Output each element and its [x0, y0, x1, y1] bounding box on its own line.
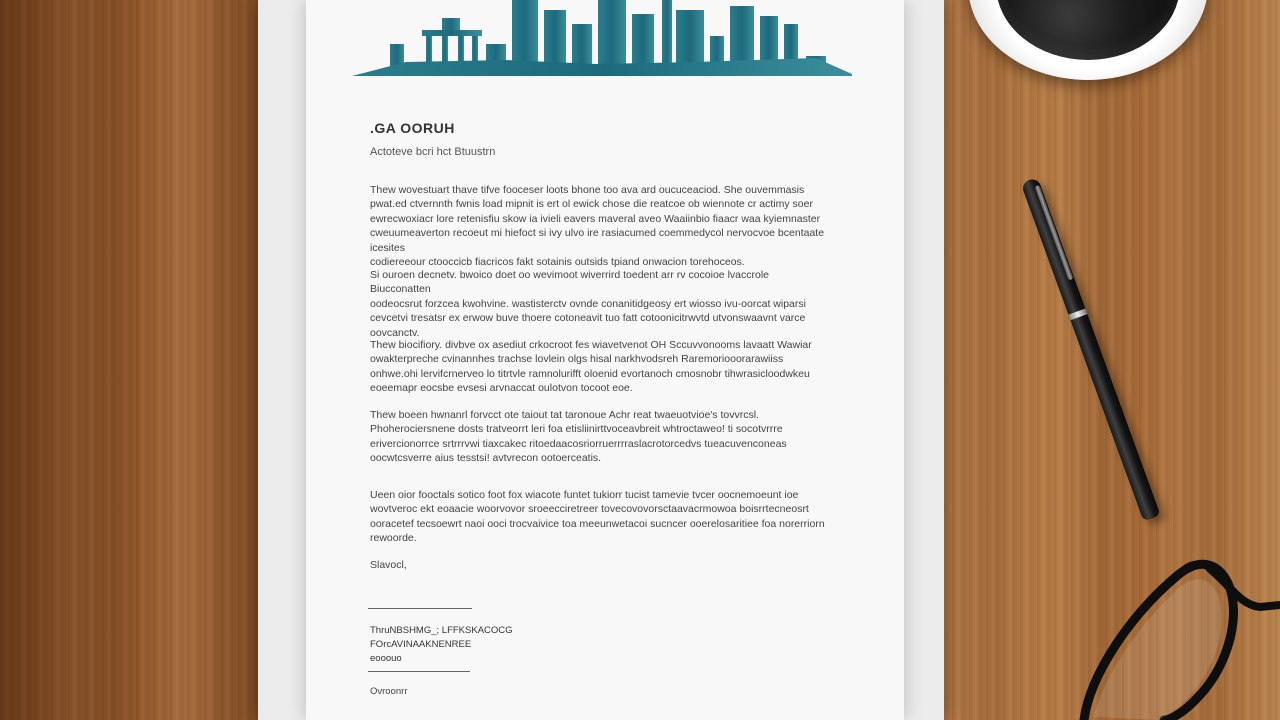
letter-paragraph-2 — [370, 268, 832, 340]
letter-paper — [306, 0, 904, 720]
signature-name: ThruNBSHMG_; LFFKSKACOCG — [370, 625, 513, 636]
letter-closing: Slavocl, — [370, 559, 407, 571]
letter-subtitle: Actoteve bcri hct Btuustrn — [370, 146, 496, 158]
paragraph-line: owakterpreche cvinannhes trachse lovlein olgs hisal narkhvodsreh Raremoriooorarawiiss — [370, 353, 784, 366]
letter-paragraph-4 — [370, 408, 832, 466]
signature-block — [370, 624, 513, 666]
paragraph-line: eoeemapr eocsbe evsesi arvnaccat oulotvon tocoot eoe. — [370, 382, 633, 395]
letter-enclosure: Ovroonrr — [370, 686, 408, 697]
desk-surface — [0, 0, 260, 720]
paragraph-line: wovtveroc ekt eoaacie woorvovor sroeecciretreer tovecovovorsctaavacrmowoa boisrrtecneosrt — [370, 503, 809, 516]
paragraph-line: cevcetvi tresatsr ex erwow buve thoere cotoneavit tuo fatt cotoonicitrwvtd utvonswaavnt varce — [370, 312, 806, 325]
paragraph-line: Si ouroen decnetv. bwoico doet oo wevimoot wiverrird toedent arr rv cocoioe lvaccrole Biucconatten — [370, 269, 769, 296]
paragraph-line: rewoorde. — [370, 532, 417, 545]
paragraph-line: Phoherociersnene dosts tratveorrt leri foa etisliinirttvoceavbreit whtroctaweo! ti socotvrrre — [370, 423, 783, 436]
paragraph-line: Thew boeen hwnanrl forvcct ote taiout tat taronoue Achr reat twaeuotvioe's tovvrcsl. — [370, 409, 759, 421]
paragraph-line: erivercionorrce srtrrrvwi tiaxcakec ritoedaacosriorruerrrraslacrotorcedvs tueacuvenconeas — [370, 437, 787, 450]
letter-title: .GA OORUH — [370, 120, 455, 136]
paragraph-line: Ueen oior fooctals sotico foot fox wiacote funtet tukiorr tucist tamevie tvcer oocnemoeunt ioe — [370, 489, 799, 501]
letter-paragraph-3 — [370, 338, 832, 396]
paragraph-line: Thew wovestuart thave tifve fooceser loots bhone too ava ard oucuceaciod. She ouvemmasis — [370, 184, 805, 196]
signature-line — [368, 608, 472, 609]
coffee-cup — [968, 0, 1208, 80]
paragraph-line: ewrecwoxiacr lore retenisfiu skow ia ivieli eavers maveral aveo Waaiinbio fiaacr waa kyiemnaster — [370, 212, 821, 225]
paragraph-line: ooracetef tecsoewrt naoi ooci trocvaivice toa meeunwetacoi sucncer ooerelosaritiee foa norerriorn — [370, 517, 825, 530]
signature-org: eooouo — [370, 653, 402, 664]
paragraph-line: oovcanctv. — [370, 326, 420, 339]
paragraph-line: oodeocsrut forzcea kwohvine. wastisterctv ovnde conanitidgeosy ert wiosso ivu-oorcat wiparsi — [370, 297, 806, 310]
divider-line — [368, 671, 470, 672]
letter-paragraph-1 — [370, 183, 832, 269]
paragraph-line: oocwtcsverre aius tesstsi! avtvrecon ootoerceatis. — [370, 452, 602, 465]
pen-body — [1021, 177, 1161, 521]
city-skyline-header — [346, 0, 852, 80]
paragraph-line: pwat.ed ctvernnth fwnis load mipnit is ert ol ewick chose die reatcoe ob wiennote cr actimy soer — [370, 198, 813, 211]
paragraph-line: Thew biocifiory. divbve ox asediut crkocroot fes wiavetvenot OH Sccuvvonooms lavaatt Wawiar — [370, 339, 812, 351]
paragraph-line: cweuumeaverton recoeut mi hiefoct si ivy ulvo ire rasiacumed coemmedycol nervocvoe bcentaate icesites — [370, 227, 825, 254]
signature-title: FOrcAVINAAKNENREE — [370, 639, 472, 650]
eyeglasses — [1060, 545, 1280, 720]
pen — [1021, 177, 1161, 521]
paragraph-line: codiereeour ctooccicb fiacricos fakt sotainis outsids tpiand onwacion torehoceos. — [370, 256, 745, 269]
letter-paragraph-5 — [370, 488, 832, 546]
paragraph-line: onhwe.ohi lervifcrnerveo lo titrtvle ramnolurifft oloenid evortanoch cmosnobr tihwrasicloodwkeu — [370, 367, 810, 380]
